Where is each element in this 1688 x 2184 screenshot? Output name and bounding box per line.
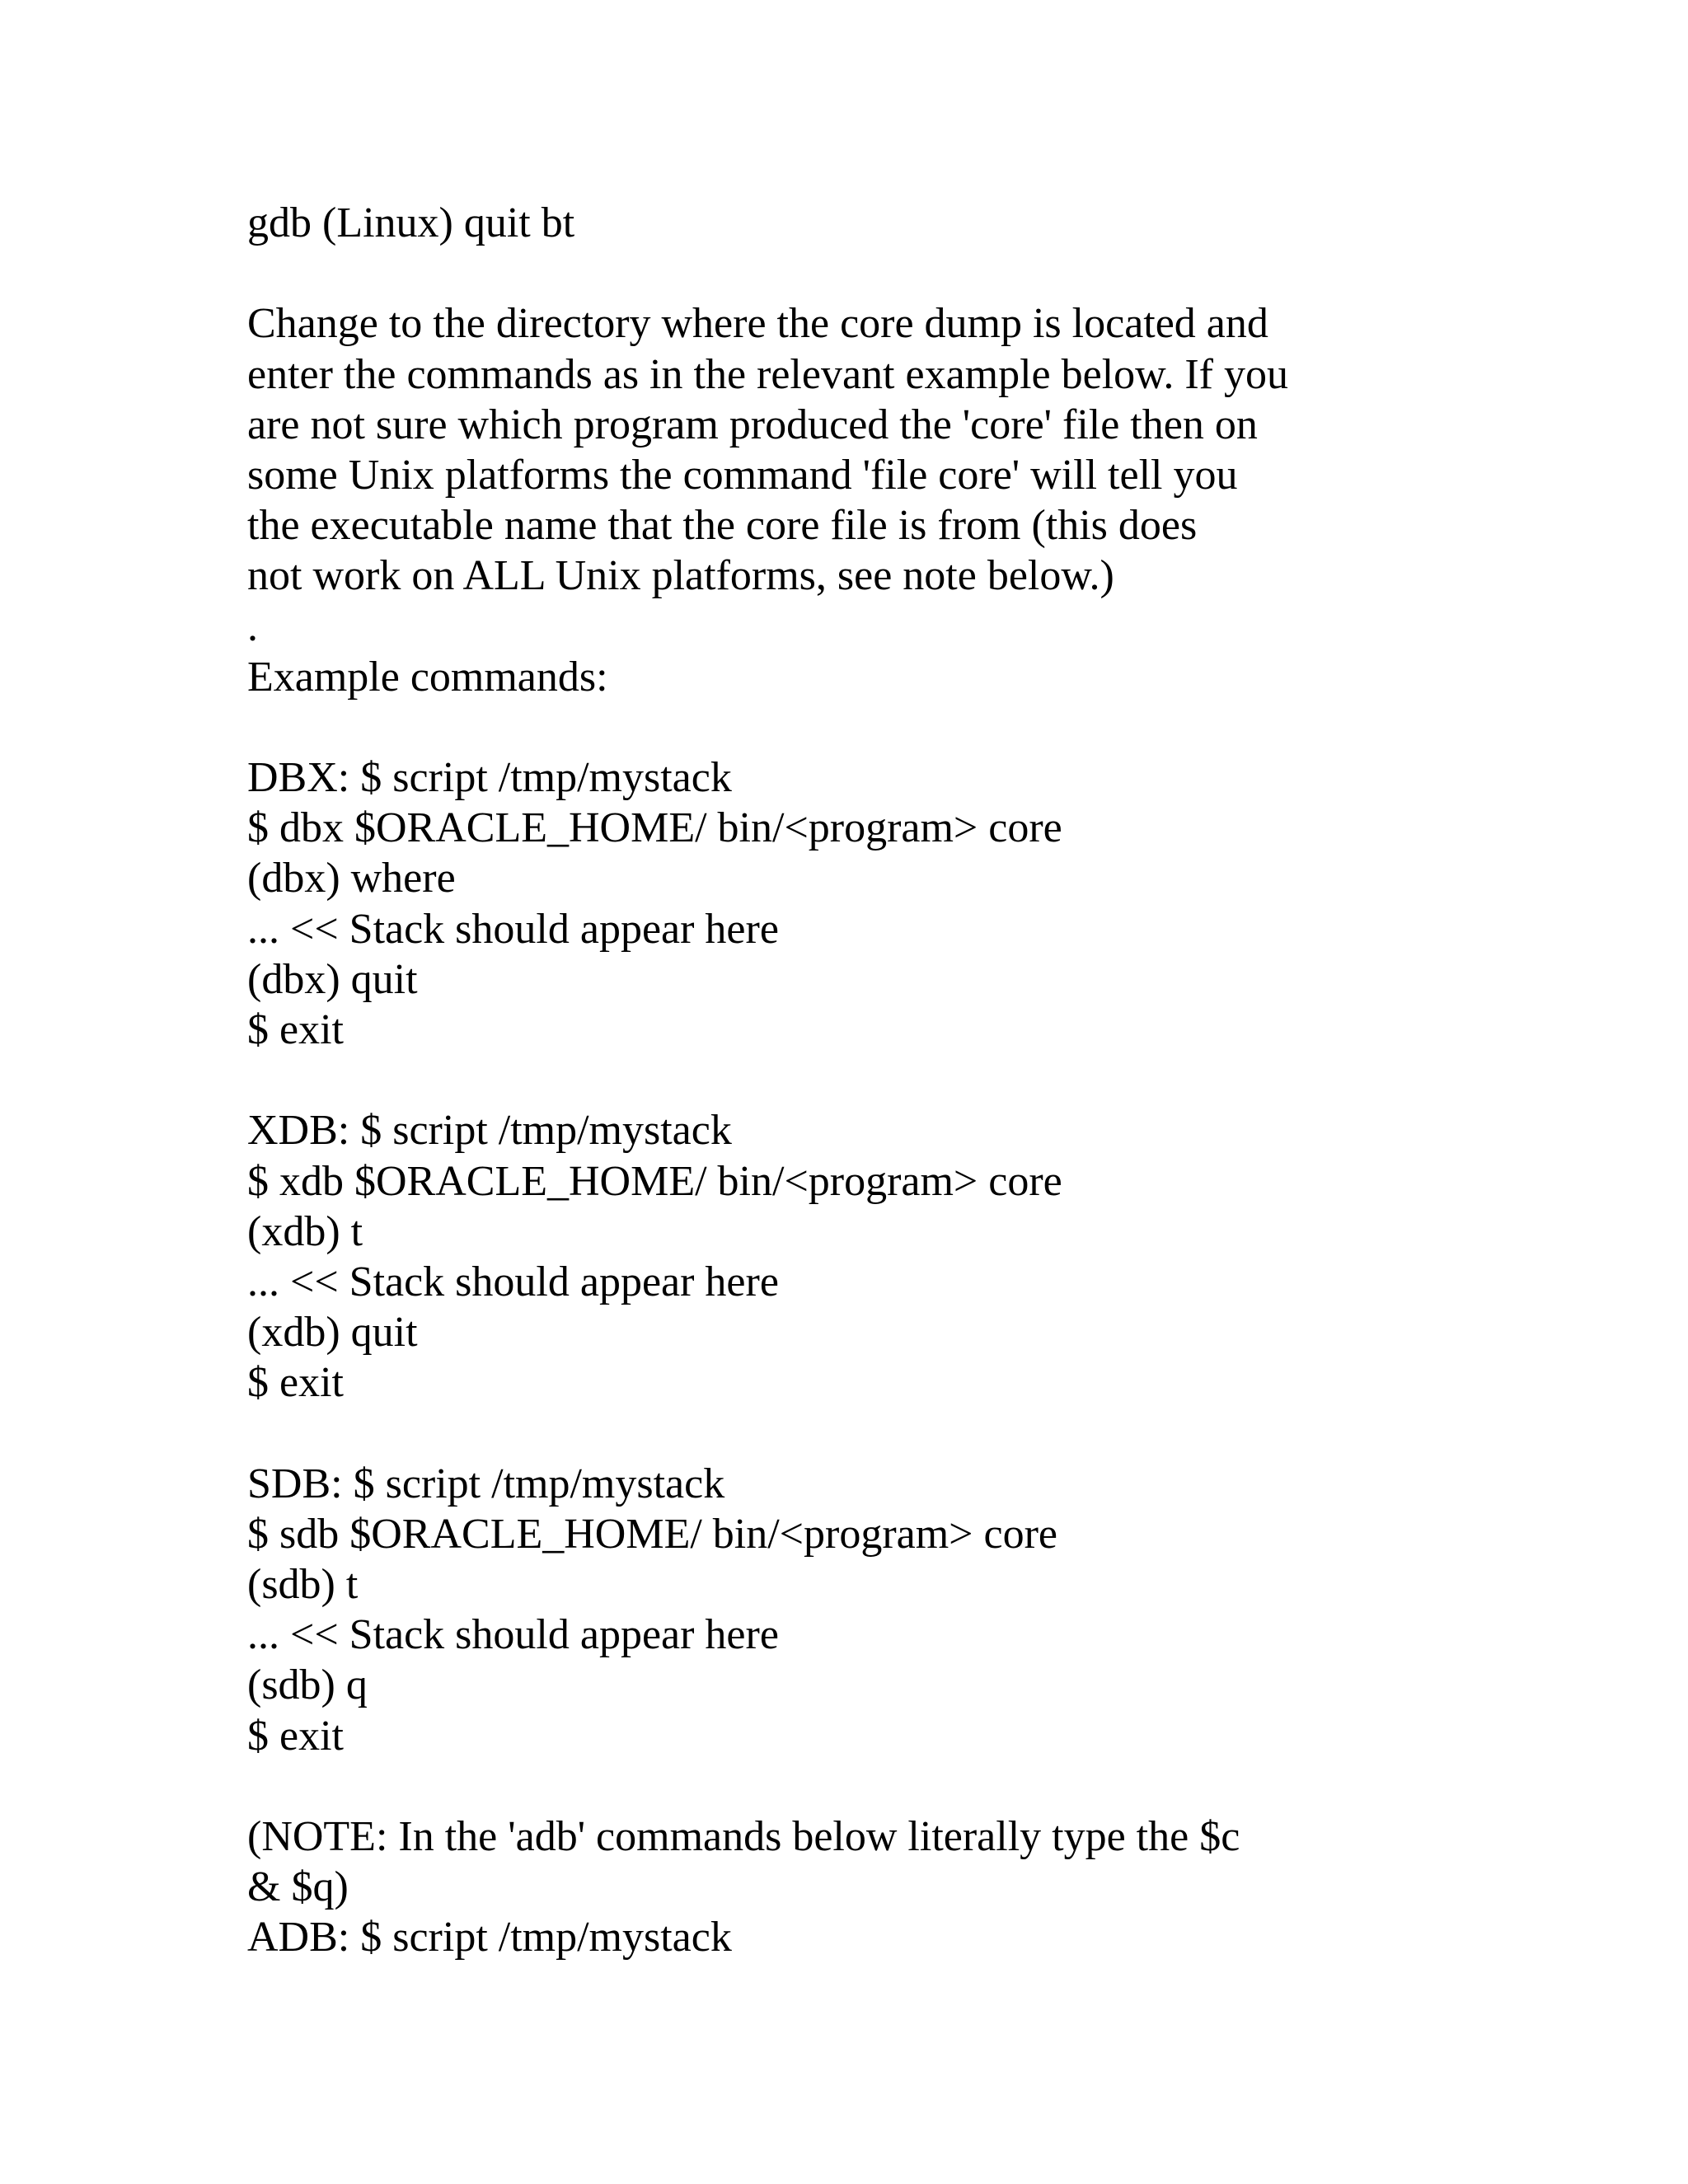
code-line: ... << Stack should appear here xyxy=(247,905,779,953)
text-line: enter the commands as in the relevant example below. If you xyxy=(247,350,1288,398)
code-line: $ xdb $ORACLE_HOME/ bin/<program> core xyxy=(247,1157,1062,1205)
text-line: Change to the directory where the core dump is located and xyxy=(247,300,1268,348)
text-line: some Unix platforms the command 'file core' will tell you xyxy=(247,451,1238,499)
code-line: SDB: $ script /tmp/mystack xyxy=(247,1460,725,1507)
code-line: (dbx) where xyxy=(247,855,456,902)
blank-line xyxy=(247,1761,1599,1811)
blank-line xyxy=(247,248,1599,298)
code-line: (xdb) t xyxy=(247,1207,363,1255)
code-line: (xdb) quit xyxy=(247,1309,418,1357)
text-line: gdb (Linux) quit bt xyxy=(247,199,575,246)
code-line: ... << Stack should appear here xyxy=(247,1258,779,1305)
document-page xyxy=(247,198,1599,1963)
code-line: DBX: $ script /tmp/mystack xyxy=(247,754,732,802)
code-line: $ sdb $ORACLE_HOME/ bin/<program> core xyxy=(247,1510,1057,1558)
code-line: $ dbx $ORACLE_HOME/ bin/<program> core xyxy=(247,804,1062,852)
section-heading: Example commands: xyxy=(247,653,608,701)
code-line: (sdb) q xyxy=(247,1661,368,1709)
note-line: & $q) xyxy=(247,1863,349,1911)
blank-line xyxy=(247,1408,1599,1459)
text-line: are not sure which program produced the 'core' file then on xyxy=(247,401,1258,448)
blank-line xyxy=(247,702,1599,752)
code-line: $ exit xyxy=(247,1359,344,1407)
code-line: $ exit xyxy=(247,1712,344,1760)
code-line: $ exit xyxy=(247,1006,344,1053)
code-line: (dbx) quit xyxy=(247,955,418,1003)
text-line: . xyxy=(247,602,258,650)
code-line: XDB: $ script /tmp/mystack xyxy=(247,1107,732,1155)
note-line: (NOTE: In the 'adb' commands below literally type the $c xyxy=(247,1813,1240,1860)
blank-line xyxy=(247,1055,1599,1105)
code-line: ADB: $ script /tmp/mystack xyxy=(247,1914,732,1961)
code-line: ... << Stack should appear here xyxy=(247,1611,779,1659)
text-line: not work on ALL Unix platforms, see note below.) xyxy=(247,552,1114,600)
text-line: the executable name that the core file is from (this does xyxy=(247,502,1198,550)
code-line: (sdb) t xyxy=(247,1561,359,1609)
